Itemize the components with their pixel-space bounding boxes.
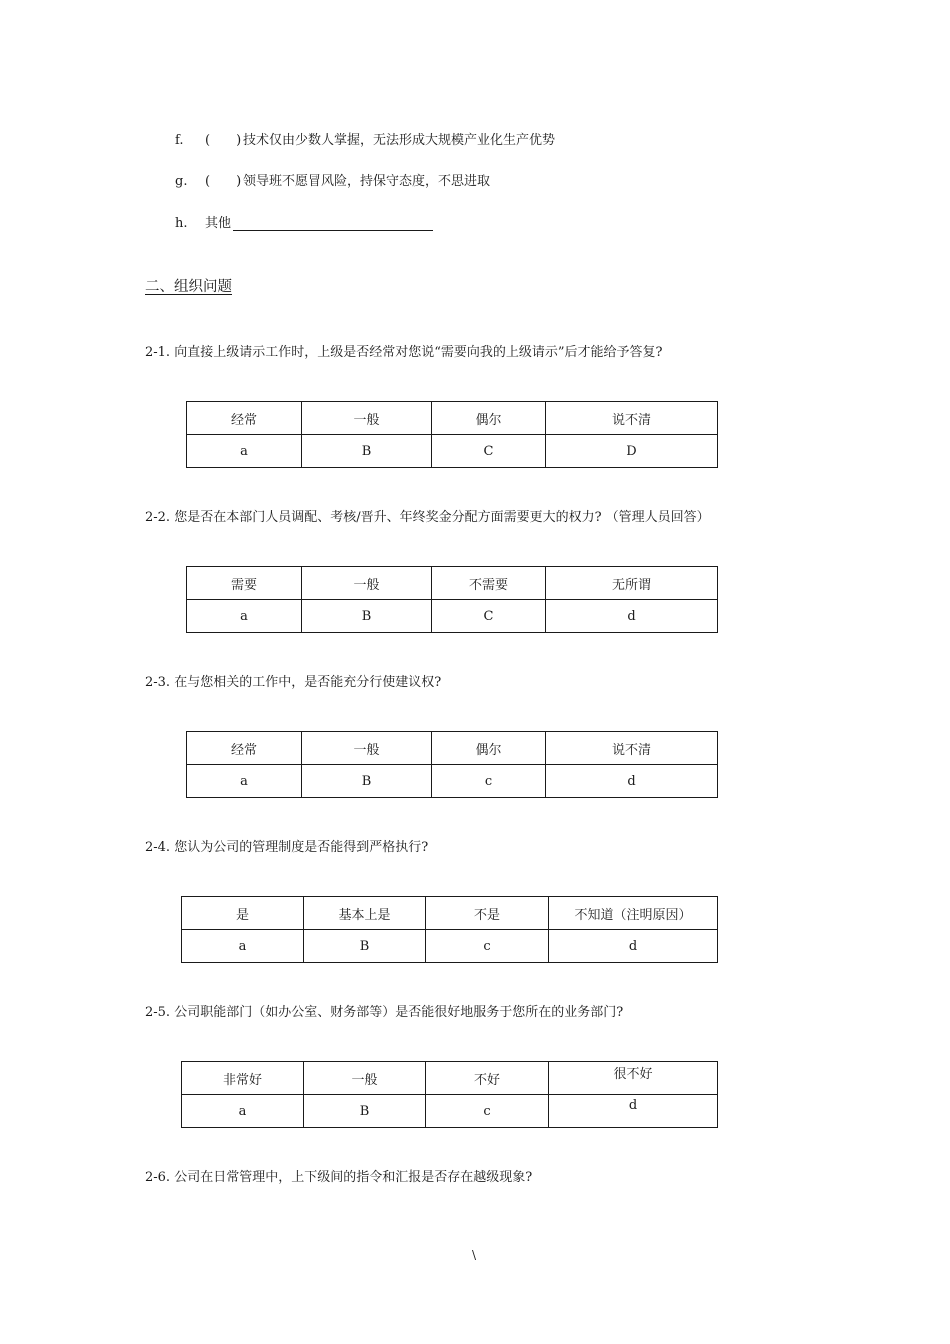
- answer-parentheses: ( ): [205, 133, 242, 148]
- header-cell: 是: [182, 897, 304, 930]
- table-row: [187, 435, 718, 468]
- choice-cell[interactable]: a: [187, 435, 302, 468]
- section-title: 二、组织问题: [145, 279, 232, 295]
- header-cell: 不好: [426, 1062, 549, 1095]
- choice-cell[interactable]: c: [426, 1095, 549, 1128]
- header-cell: 说不清: [546, 732, 718, 765]
- answer-table-2-5: [181, 1061, 718, 1128]
- choice-text: d: [628, 1097, 638, 1113]
- table-header-row: [187, 402, 718, 435]
- header-cell: 一般: [302, 567, 432, 600]
- header-cell: 说不清: [546, 402, 718, 435]
- table-row: [182, 1095, 718, 1128]
- option-f: [175, 129, 555, 148]
- fill-in-blank[interactable]: [233, 216, 433, 231]
- choice-cell[interactable]: B: [302, 600, 432, 633]
- header-cell: 经常: [187, 402, 302, 435]
- header-cell: 一般: [302, 732, 432, 765]
- header-text: 很不好: [613, 1066, 653, 1082]
- answer-table-2-1: [186, 401, 718, 468]
- choice-cell[interactable]: d: [546, 765, 718, 798]
- header-cell: 一般: [302, 402, 432, 435]
- option-text: 其他: [205, 216, 232, 231]
- header-cell: 无所谓: [546, 567, 718, 600]
- option-letter: f.: [175, 133, 184, 148]
- choice-cell[interactable]: a: [182, 1095, 304, 1128]
- choice-cell[interactable]: a: [187, 765, 302, 798]
- table-row: [182, 930, 718, 963]
- answer-table-2-3: [186, 731, 718, 798]
- option-text: 技术仅由少数人掌握，无法形成大规模产业化生产优势: [243, 133, 556, 148]
- option-text: 领导班不愿冒风险，持保守态度，不思进取: [243, 174, 491, 189]
- question-2-6: 2-6. 公司在日常管理中，上下级间的指令和汇报是否存在越级现象?: [145, 1170, 533, 1185]
- question-2-3: 2-3. 在与您相关的工作中，是否能充分行使建议权?: [145, 675, 442, 690]
- table-header-row: [182, 1062, 718, 1095]
- option-g: [175, 170, 490, 189]
- question-2-2: 2-2. 您是否在本部门人员调配、考核/晋升、年终奖金分配方面需要更大的权力? （管理人员回答）: [145, 510, 710, 525]
- choice-cell[interactable]: B: [304, 930, 426, 963]
- choice-cell[interactable]: a: [187, 600, 302, 633]
- header-cell: 一般: [304, 1062, 426, 1095]
- answer-table-2-4: [181, 896, 718, 963]
- header-cell: 需要: [187, 567, 302, 600]
- choice-cell[interactable]: c: [432, 765, 546, 798]
- choice-cell[interactable]: C: [432, 435, 546, 468]
- option-letter: h.: [175, 216, 188, 231]
- table-row: [187, 765, 718, 798]
- header-cell: 经常: [187, 732, 302, 765]
- header-cell: 基本上是: [304, 897, 426, 930]
- choice-cell[interactable]: d: [546, 600, 718, 633]
- answer-table-2-2: [186, 566, 718, 633]
- question-2-1: 2-1. 向直接上级请示工作时，上级是否经常对您说“需要向我的上级请示”后才能给予答复?: [145, 345, 663, 360]
- table-header-row: [187, 567, 718, 600]
- choice-cell[interactable]: a: [182, 930, 304, 963]
- choice-cell[interactable]: B: [302, 435, 432, 468]
- question-2-4: 2-4. 您认为公司的管理制度是否能得到严格执行?: [145, 840, 429, 855]
- table-header-row: [187, 732, 718, 765]
- option-letter: g.: [175, 174, 188, 189]
- page-footer-mark: \: [472, 1248, 477, 1262]
- header-cell: 偶尔: [432, 732, 546, 765]
- choice-cell[interactable]: B: [304, 1095, 426, 1128]
- table-row: [187, 600, 718, 633]
- header-cell: [549, 1062, 718, 1095]
- header-cell: 不是: [426, 897, 549, 930]
- table-header-row: [182, 897, 718, 930]
- choice-cell[interactable]: d: [549, 930, 718, 963]
- choice-cell[interactable]: c: [426, 930, 549, 963]
- choice-cell[interactable]: C: [432, 600, 546, 633]
- choice-cell[interactable]: D: [546, 435, 718, 468]
- choice-cell[interactable]: [549, 1095, 718, 1128]
- choice-cell[interactable]: B: [302, 765, 432, 798]
- header-cell: 非常好: [182, 1062, 304, 1095]
- header-cell: 偶尔: [432, 402, 546, 435]
- question-2-5: 2-5. 公司职能部门（如办公室、财务部等）是否能很好地服务于您所在的业务部门?: [145, 1005, 624, 1020]
- header-cell: 不需要: [432, 567, 546, 600]
- option-h: [175, 212, 433, 231]
- header-cell: 不知道（注明原因）: [549, 897, 718, 930]
- answer-parentheses: ( ): [205, 174, 242, 189]
